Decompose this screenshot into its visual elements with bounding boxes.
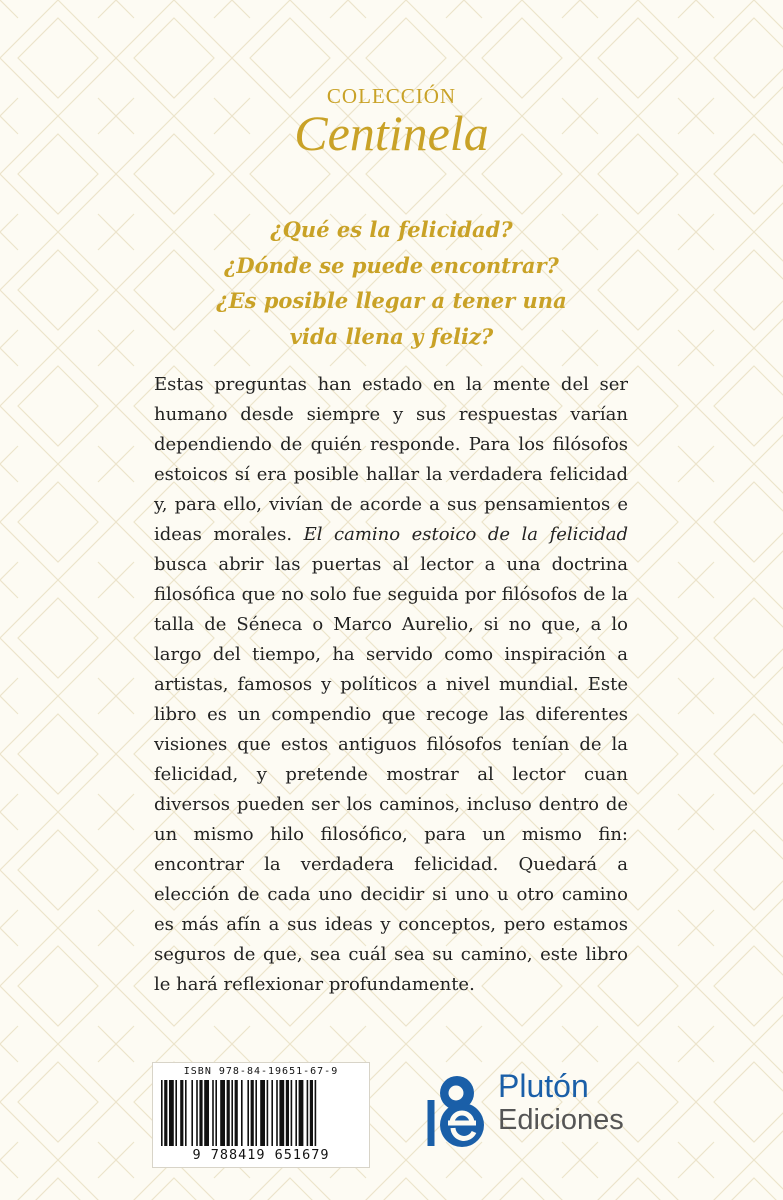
isbn-label: ISBN 978-84-19651-67-9 bbox=[183, 1066, 339, 1077]
synopsis-part-2: busca abrir las puertas al lector a una doctrina filosófica que no solo fue seguida por filósofos de la talla de Séneca o Marco Aurelio, si no que, a lo largo del tiempo, ha servido como inspiración a artistas, famosos y políticos a nivel mundial. Este libro es un compendio que recoge las diferentes visiones que estos antiguos filósofos tenían de la felicidad, y pretende mostrar al lector cuan diversos pueden ser los caminos, incluso dentro de un mismo hilo filosófico, para un mismo fin: encontrar la verdadera felicidad. Quedará a elección de cada uno decidir si uno u otro camino es más afín a sus ideas y conceptos, pero estamos seguros de que, sea cuál sea su camino, este libro le hará reflexionar profundamente. bbox=[154, 554, 628, 995]
book-title-italic: El camino estoico de la felicidad bbox=[303, 524, 629, 545]
publisher-subtitle: Ediciones bbox=[498, 1104, 624, 1136]
question-line: ¿Dónde se puede encontrar? bbox=[224, 252, 559, 278]
synopsis-part-1: Estas preguntas han estado en la mente del ser humano desde siempre y sus respuestas varían dependiendo de quién responde. Para los filósofos estoicos sí era posible hallar la verdadera felicidad y, para ello, vivían de acorde a sus pensamientos e ideas morales. bbox=[154, 374, 628, 545]
publisher-logo bbox=[424, 1064, 644, 1164]
barcode-bars bbox=[159, 1080, 363, 1146]
isbn-barcode bbox=[152, 1062, 370, 1168]
collection-name: Centinela bbox=[294, 105, 489, 161]
question-line: ¿Qué es la felicidad? bbox=[270, 217, 513, 242]
publisher-name: Plutón bbox=[498, 1068, 589, 1104]
pluton-logo-icon bbox=[424, 1070, 492, 1152]
question-line: vida llena y feliz? bbox=[289, 323, 494, 349]
collection-logo bbox=[0, 84, 783, 159]
collection-label: COLECCIÓN bbox=[326, 84, 457, 108]
questions-block bbox=[200, 212, 583, 354]
synopsis-paragraph bbox=[154, 370, 628, 1000]
synopsis bbox=[154, 370, 628, 1000]
isbn-number: 9 788419 651679 bbox=[192, 1147, 330, 1163]
question-line: ¿Es posible llegar a tener una bbox=[216, 288, 567, 313]
